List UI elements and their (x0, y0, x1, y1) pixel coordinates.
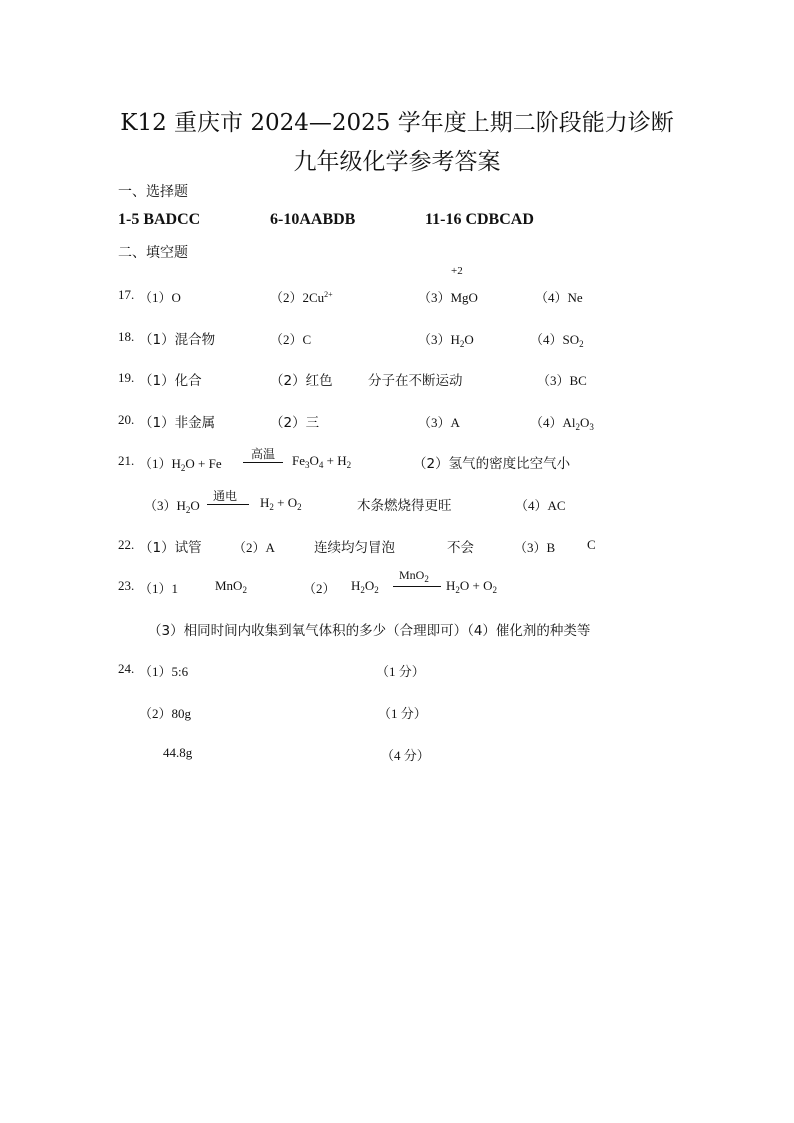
q22-number: 22. (118, 537, 135, 552)
title-line-2: 九年级化学参考答案 (293, 149, 501, 175)
q23-answer-1: （1）1 (139, 581, 179, 596)
q23-catalyst-condition: MnO$_2$ (399, 568, 429, 584)
q23-answer-3-4: （3）相同时间内收集到氧气体积的多少（合理即可）（4）催化剂的种类等 (148, 623, 591, 639)
q20-answer-4: $(4)Al_2O_3$ (530, 415, 594, 432)
q18-answer-4: $(4)SO_2$ (530, 332, 584, 349)
q20-number: 20. (118, 412, 135, 427)
q21-answer-3b: 木条燃烧得更旺 (357, 498, 452, 514)
title-line-1: K12 重庆市 2024—2025 学年度上期二阶段能力诊断 (120, 110, 674, 136)
q22-answer-2b: 连续均匀冒泡 (314, 540, 395, 556)
q17-answer-1: （1）O (139, 290, 181, 305)
q19-answer-3: （3）BC (537, 373, 587, 388)
q22-answer-1: （1）试管 (139, 540, 202, 556)
q19-answer-2b: 分子在不断运动 (368, 373, 463, 389)
q23-answer-1b: MnO$_2$ (215, 578, 247, 595)
q21-reactants-3: $(3)H_2O$ (144, 498, 200, 515)
q21-answer-2: （2）氢气的密度比空气小 (413, 456, 571, 472)
choice-answers-11-16: 11-16 CDBCAD (425, 211, 534, 228)
q18-answer-3: $(3)H_2O$ (418, 332, 474, 349)
q24-answer-1: （1）5:6 (139, 664, 189, 679)
q23-products: $H_2O + O_2$ (446, 578, 497, 595)
q20-answer-1: （1）非金属 (139, 415, 216, 431)
q22-answer-2c: 不会 (447, 540, 474, 556)
q23-number: 23. (118, 578, 135, 593)
q17-answer-4: （4）Ne (535, 290, 583, 305)
q23-reactant: $H_2O_2$ (351, 578, 379, 595)
q17-answer-3: （3）MgO (418, 290, 478, 305)
q17-number: 17. (118, 287, 135, 302)
q18-answer-1: （1）混合物 (139, 332, 216, 348)
q22-answer-2: （2）A (233, 540, 275, 555)
q18-number: 18. (118, 329, 135, 344)
q21-reaction-line-1 (243, 462, 283, 463)
q22-answer-3b: C (587, 537, 596, 552)
q21-products-1: $Fe_3O_4 + H_2$ (292, 453, 352, 470)
q21-condition-high-temp: 高温 (251, 447, 276, 461)
choice-answers-1-5: 1-5 BADCC (118, 211, 201, 228)
q21-condition-electrolysis: 通电 (213, 489, 238, 503)
choice-answers-6-10: 6-10AABDB (270, 211, 356, 228)
q24-score-3: （4 分） (381, 748, 430, 763)
section-choice-heading: 一、选择题 (118, 184, 188, 200)
q24-score-2: （1 分） (378, 706, 427, 721)
q23-reaction-line (393, 586, 441, 587)
q17-answer-2: $(2)2Cu^{2+}$ (270, 290, 333, 305)
section-fill-heading: 二、填空题 (118, 245, 188, 261)
q21-number: 21. (118, 453, 135, 468)
q21-answer-4: （4）AC (515, 498, 566, 513)
q21-reaction-line-2 (207, 504, 249, 505)
q24-number: 24. (118, 661, 135, 676)
q20-answer-2: （2）三 (270, 415, 320, 431)
q21-reactants-1: $(1)H_2O + Fe$ (139, 456, 222, 473)
q18-answer-2: （2）C (270, 332, 312, 347)
q19-number: 19. (118, 370, 135, 385)
q19-answer-1: （1）化合 (139, 373, 202, 389)
q24-answer-2: （2）80g (139, 706, 192, 721)
q24-answer-3: 44.8g (163, 745, 193, 760)
q19-answer-2: （2）红色 (270, 373, 333, 389)
q21-products-3: $H_2 + O_2$ (260, 495, 302, 512)
q17-valence-mark: +2 (451, 265, 463, 277)
q24-score-1: （1 分） (376, 664, 425, 679)
q22-answer-3: （3）B (514, 540, 556, 555)
q20-answer-3: （3）A (418, 415, 460, 430)
q23-answer-2: （2） (303, 581, 336, 596)
